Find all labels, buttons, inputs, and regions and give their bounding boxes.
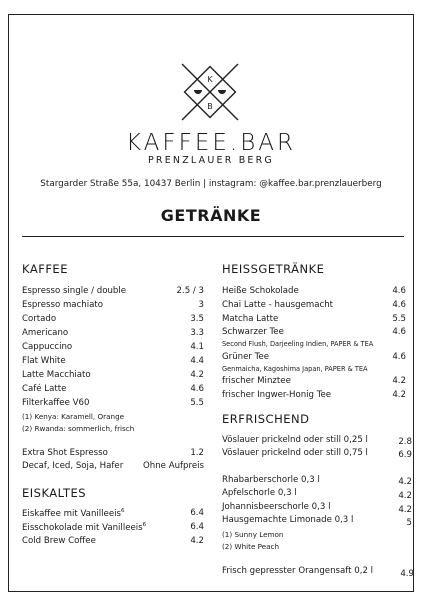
menu-price: 3 bbox=[198, 300, 204, 310]
menu-note: (1) Kenya: Karamell, Orange bbox=[22, 412, 125, 421]
brand-subtitle: PRENZLAUER BERG bbox=[147, 155, 274, 166]
menu-item: Café Latte bbox=[22, 384, 67, 394]
menu-price: 2.5 / 3 bbox=[176, 286, 204, 296]
menu-item: Chai Latte - hausgemacht bbox=[222, 300, 334, 310]
menu-item: Vöslauer prickelnd oder still 0,75 l bbox=[222, 448, 368, 458]
menu-price: 4.6 bbox=[392, 352, 406, 362]
menu-price: 6.4 bbox=[190, 522, 204, 532]
menu-item: Hausgemachte Limonade 0,3 l bbox=[222, 515, 354, 525]
menu-item: Eiskaffee mit Vanilleeis$^6$ bbox=[22, 508, 125, 519]
menu-price: 4.2 bbox=[392, 376, 406, 386]
menu-price: 4.6 bbox=[392, 286, 406, 296]
erfrischend-heading: ERFRISCHEND bbox=[222, 412, 310, 426]
menu-price: 4.2 bbox=[398, 491, 412, 501]
brand-name: KAFFEE.BAR bbox=[125, 130, 297, 156]
logo-letter-b: B bbox=[207, 102, 213, 111]
menu-price: 6.9 bbox=[398, 450, 412, 460]
menu-price: 3.5 bbox=[190, 314, 204, 324]
menu-note: (2) White Peach bbox=[222, 542, 280, 551]
menu-price: 4.1 bbox=[190, 342, 204, 352]
menu-item: Filterkaffee V60 bbox=[22, 398, 90, 408]
menu-item: Americano bbox=[22, 328, 69, 338]
heiss-heading: HEISSGETRÄNKE bbox=[222, 262, 325, 276]
menu-item: Espresso single / double bbox=[22, 286, 127, 296]
menu-price: 2.8 bbox=[398, 437, 412, 447]
menu-item: frischer Ingwer-Honig Tee bbox=[222, 390, 332, 400]
menu-item: Schwarzer Tee bbox=[222, 327, 284, 337]
title-divider bbox=[22, 236, 404, 237]
menu-price: 5.5 bbox=[190, 398, 204, 408]
menu-item: Grüner Tee bbox=[222, 352, 270, 362]
menu-price: 4.6 bbox=[392, 300, 406, 310]
cup-icon-left bbox=[194, 90, 202, 94]
menu-price: 4.6 bbox=[392, 327, 406, 337]
menu-price: 4.2 bbox=[392, 390, 406, 400]
menu-item: Latte Macchiato bbox=[22, 370, 91, 380]
menu-price: 4.2 bbox=[398, 477, 412, 487]
address-line: Stargarder Straße 55a, 10437 Berlin | instagram: @kaffee.bar.prenzlauerberg bbox=[40, 179, 382, 189]
menu-item: Espresso machiato bbox=[22, 300, 104, 310]
menu-item: Vöslauer prickelnd oder still 0,25 l bbox=[222, 435, 368, 445]
menu-price: 4.9 bbox=[400, 569, 414, 579]
menu-item: Extra Shot Espresso bbox=[22, 448, 108, 458]
logo-letter-k: K bbox=[207, 75, 213, 84]
kaffee-section bbox=[22, 262, 204, 562]
kaffee-bar-logo bbox=[178, 60, 242, 124]
menu-note: (2) Rwanda: sommerlich, frisch bbox=[22, 424, 135, 433]
menu-item: Frisch gepresster Orangensaft 0,2 l bbox=[222, 566, 374, 576]
menu-item: Eisschokolade mit Vanilleeis$^6$ bbox=[22, 522, 147, 533]
menu-price: 6.4 bbox=[190, 508, 204, 518]
menu-item: Matcha Latte bbox=[222, 314, 279, 324]
menu-price: 4.2 bbox=[190, 370, 204, 380]
menu-note: Second Flush, Darjeeling Indien, PAPER & TEA bbox=[222, 340, 374, 348]
menu-item: Cold Brew Coffee bbox=[22, 536, 96, 546]
menu-price: 4.4 bbox=[190, 356, 204, 366]
menu-price: 5.5 bbox=[392, 314, 406, 324]
menu-price: 4.2 bbox=[190, 536, 204, 546]
page-title: GETRÄNKE bbox=[160, 206, 262, 225]
menu-item: frischer Minztee bbox=[222, 376, 291, 386]
cup-icon-right bbox=[218, 90, 226, 94]
menu-item: Rhabarberschorle 0,3 l bbox=[222, 475, 320, 485]
menu-item: Heiße Schokolade bbox=[222, 286, 299, 296]
menu-item: Johannisbeerschorle 0,3 l bbox=[222, 502, 331, 512]
menu-item: Cappuccino bbox=[22, 342, 73, 352]
menu-price: 4.6 bbox=[190, 384, 204, 394]
menu-item: Flat White bbox=[22, 356, 66, 366]
menu-item: Apfelschorle 0,3 l bbox=[222, 488, 297, 498]
menu-note: Genmaicha, Kagoshima Japan, PAPER & TEA bbox=[222, 365, 368, 373]
menu-price: Ohne Aufpreis bbox=[143, 461, 204, 471]
menu-price: 3.3 bbox=[190, 328, 204, 338]
menu-item: Cortado bbox=[22, 314, 57, 324]
menu-item: Decaf, Iced, Soja, Hafer bbox=[22, 461, 124, 471]
eiskaltes-heading: EISKALTES bbox=[22, 486, 87, 500]
menu-price: 4.2 bbox=[398, 505, 412, 515]
heissgetraenke-section bbox=[222, 262, 414, 582]
menu-price: 1.2 bbox=[190, 448, 204, 458]
menu-note: (1) Sunny Lemon bbox=[222, 530, 284, 539]
kaffee-heading: KAFFEE bbox=[22, 262, 68, 276]
menu-price: 5 bbox=[406, 518, 412, 528]
